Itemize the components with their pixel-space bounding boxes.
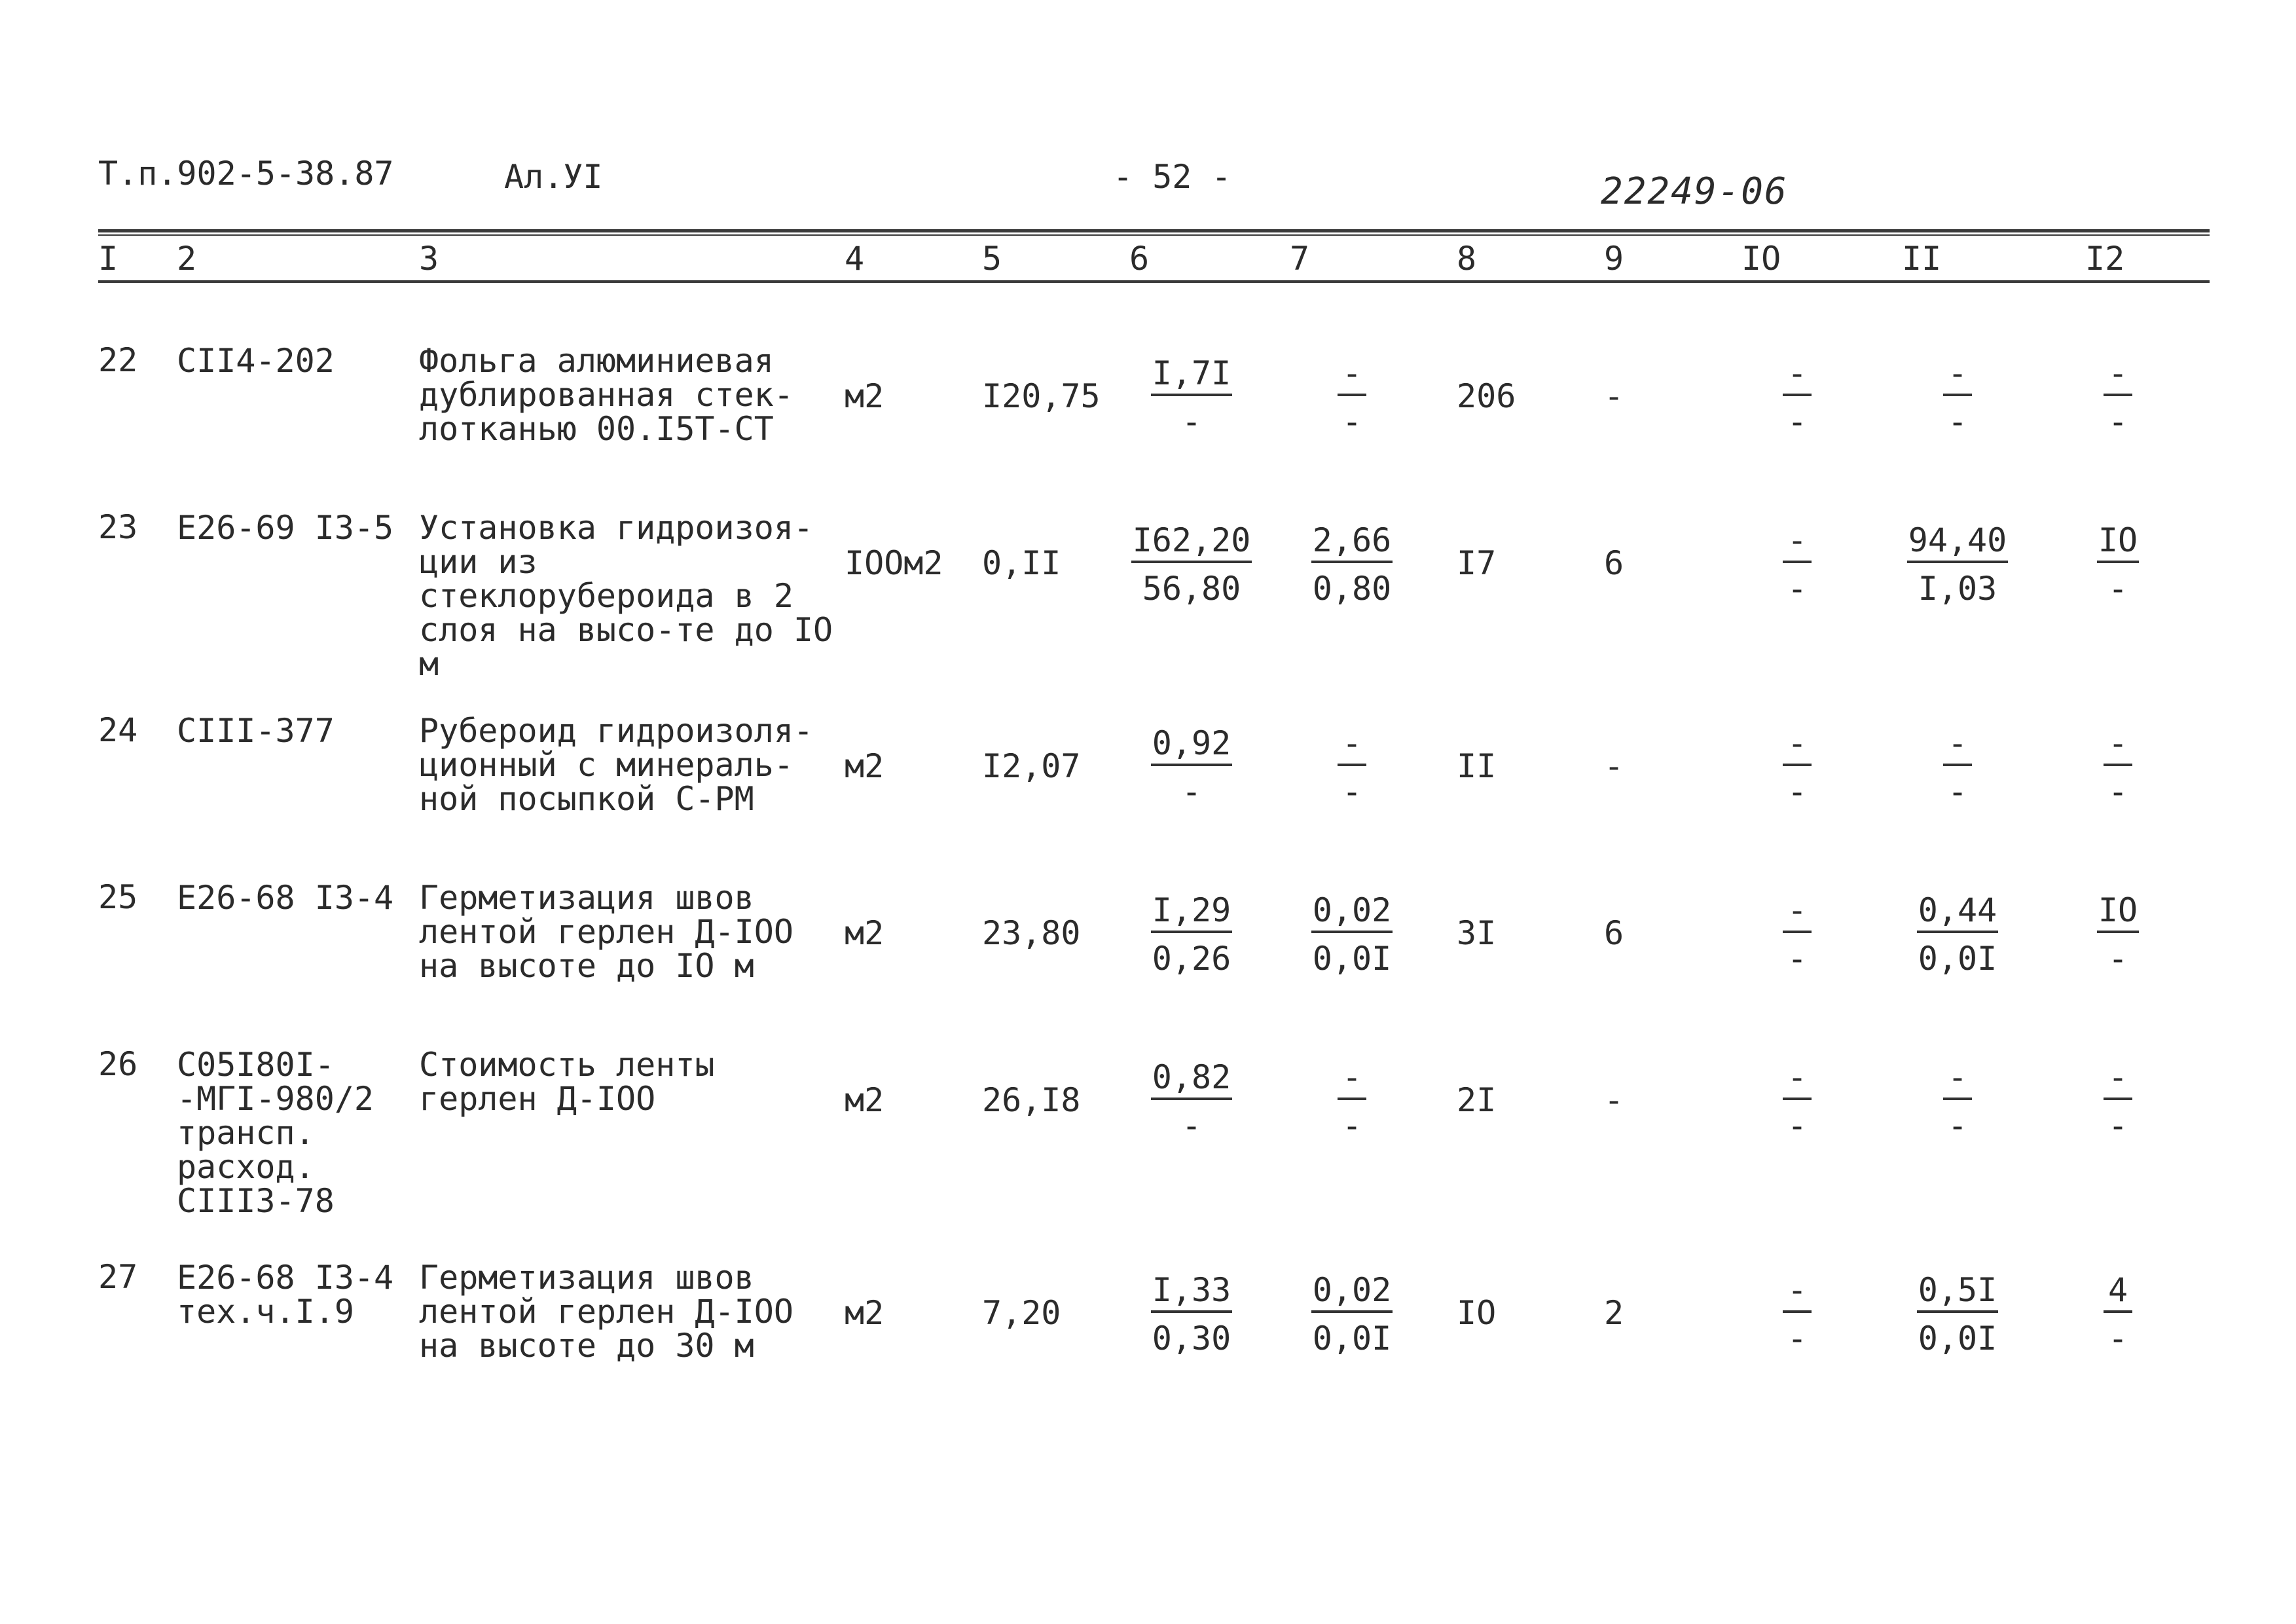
fraction-denominator: 0,30: [1152, 1320, 1231, 1357]
fraction-c6: [1129, 724, 1254, 811]
fraction-c10: [1741, 724, 1853, 811]
fraction-c10: [1741, 1271, 1853, 1357]
fraction-denominator: -: [2107, 570, 2128, 608]
fraction-denominator: -: [2107, 1107, 2128, 1145]
unit: м2: [845, 377, 884, 415]
fraction-denominator: 0,0I: [1918, 940, 1997, 978]
fraction-denominator: 0,0I: [1312, 940, 1392, 978]
fraction-c6: [1129, 354, 1254, 441]
column-header-10: IO: [1741, 240, 1781, 278]
fraction-numerator: -: [1783, 1061, 1812, 1100]
fraction-denominator: 0,0I: [1312, 1320, 1392, 1357]
fraction-numerator: -: [2104, 1061, 2132, 1100]
row-number: 26: [98, 1045, 138, 1083]
unit: м2: [845, 747, 884, 785]
fraction-denominator: 56,80: [1142, 570, 1241, 608]
work-description: Рубероид гидроизоля-ционный с минераль-ной посыпкой С-РМ: [419, 712, 814, 818]
fraction-numerator: 4: [2104, 1274, 2132, 1313]
fraction-numerator: -: [1783, 894, 1812, 933]
quantity: 26,I8: [982, 1081, 1081, 1119]
quantity: 7,20: [982, 1294, 1061, 1332]
row-number: 27: [98, 1258, 138, 1296]
fraction-c6: [1129, 1271, 1254, 1357]
col9-value: 6: [1604, 914, 1624, 952]
column-header-8: 8: [1457, 240, 1477, 278]
fraction-c10: [1741, 354, 1853, 441]
fraction-c7: [1290, 1271, 1414, 1357]
fraction-numerator: -: [1943, 1061, 1972, 1100]
fraction-c12: [2085, 724, 2151, 811]
fraction-denominator: 0,80: [1312, 570, 1392, 608]
unit: IOOм2: [845, 544, 943, 582]
unit: м2: [845, 1081, 884, 1119]
fraction-c10: [1741, 891, 1853, 978]
fraction-c6: [1129, 521, 1254, 608]
fraction-numerator: -: [1338, 1061, 1366, 1100]
table-top-rule: [98, 229, 2210, 232]
fraction-numerator: I,33: [1151, 1274, 1232, 1313]
inventory-number: 22249-06: [1601, 170, 1788, 213]
col9-value: -: [1604, 747, 1624, 785]
fraction-c12: [2085, 1271, 2151, 1357]
fraction-numerator: I,7I: [1151, 357, 1232, 396]
fraction-denominator: 0,0I: [1918, 1320, 1997, 1357]
fraction-numerator: 0,5I: [1917, 1274, 1998, 1313]
fraction-denominator: -: [1181, 773, 1202, 811]
column-header-2: 2: [177, 240, 197, 278]
fraction-c6: [1129, 891, 1254, 978]
fraction-numerator: 0,92: [1151, 727, 1232, 766]
fraction-numerator: -: [1783, 357, 1812, 396]
column-header-11: II: [1902, 240, 1942, 278]
col8-value: II: [1457, 747, 1497, 785]
work-description: Установка гидроизоя-ции из стеклорубероида в 2 слоя на высо-те до IO м: [419, 509, 833, 683]
col9-value: 6: [1604, 544, 1624, 582]
document-number: Т.п.902-5-38.87: [98, 155, 394, 193]
fraction-c12: [2085, 891, 2151, 978]
column-header-4: 4: [845, 240, 865, 278]
fraction-numerator: 0,02: [1311, 894, 1393, 933]
col9-value: -: [1604, 377, 1624, 415]
fraction-numerator: I,29: [1151, 894, 1232, 933]
fraction-denominator: -: [1787, 1107, 1808, 1145]
col9-value: -: [1604, 1081, 1624, 1119]
work-description: Стоимость ленты герлен Д-IOO: [419, 1046, 715, 1118]
fraction-denominator: -: [1787, 1320, 1808, 1357]
fraction-numerator: I62,20: [1131, 524, 1252, 563]
fraction-numerator: -: [1783, 524, 1812, 563]
col8-value: IO: [1457, 1294, 1497, 1332]
fraction-denominator: I,03: [1918, 570, 1997, 608]
fraction-c10: [1741, 521, 1853, 608]
fraction-numerator: IO: [2097, 524, 2139, 563]
col8-value: 2I: [1457, 1081, 1497, 1119]
fraction-c12: [2085, 1058, 2151, 1145]
fraction-c12: [2085, 354, 2151, 441]
work-description: Фольга алюминиевая дублированная стек-лотканью 00.I5T-CT: [419, 342, 793, 448]
fraction-numerator: 0,44: [1917, 894, 1998, 933]
fraction-numerator: 2,66: [1311, 524, 1393, 563]
fraction-c12: [2085, 521, 2151, 608]
quantity: I20,75: [982, 377, 1101, 415]
fraction-numerator: -: [1943, 727, 1972, 766]
fraction-numerator: -: [1338, 727, 1366, 766]
fraction-denominator: -: [1181, 403, 1202, 441]
fraction-c7: [1290, 891, 1414, 978]
column-header-3: 3: [419, 240, 439, 278]
fraction-c11: [1902, 724, 2013, 811]
col8-value: I7: [1457, 544, 1497, 582]
fraction-c7: [1290, 724, 1414, 811]
norm-code: C05I80I- -МГI-980/2 трансп. расход. CIII3-78: [177, 1046, 374, 1220]
fraction-numerator: -: [1783, 727, 1812, 766]
fraction-denominator: -: [2107, 1320, 2128, 1357]
fraction-denominator: -: [1787, 403, 1808, 441]
column-header-7: 7: [1290, 240, 1310, 278]
fraction-c7: [1290, 521, 1414, 608]
album-label: Ал.УI: [504, 158, 603, 196]
norm-code: E26-68 I3-4: [177, 879, 394, 917]
quantity: 23,80: [982, 914, 1081, 952]
column-header-1: I: [98, 240, 118, 278]
fraction-numerator: -: [2104, 727, 2132, 766]
fraction-denominator: -: [2107, 773, 2128, 811]
col8-value: 206: [1457, 377, 1516, 415]
fraction-c7: [1290, 354, 1414, 441]
column-header-6: 6: [1129, 240, 1150, 278]
fraction-c11: [1902, 1271, 2013, 1357]
row-number: 24: [98, 711, 138, 749]
fraction-c11: [1902, 354, 2013, 441]
col8-value: 3I: [1457, 914, 1497, 952]
fraction-numerator: IO: [2097, 894, 2139, 933]
fraction-denominator: -: [1341, 773, 1362, 811]
fraction-denominator: -: [1787, 570, 1808, 608]
fraction-denominator: -: [1947, 403, 1968, 441]
column-header-12: I2: [2085, 240, 2125, 278]
fraction-numerator: -: [1338, 357, 1366, 396]
fraction-denominator: -: [1341, 403, 1362, 441]
work-description: Герметизация швов лентой герлен Д-IOO на высоте до IO м: [419, 879, 793, 985]
fraction-c7: [1290, 1058, 1414, 1145]
quantity: I2,07: [982, 747, 1081, 785]
norm-code: CIII-377: [177, 712, 335, 750]
fraction-denominator: -: [1947, 773, 1968, 811]
fraction-c10: [1741, 1058, 1853, 1145]
fraction-numerator: -: [2104, 357, 2132, 396]
fraction-c11: [1902, 521, 2013, 608]
norm-code: E26-69 I3-5: [177, 509, 394, 547]
row-number: 25: [98, 878, 138, 916]
norm-code: E26-68 I3-4 тех.ч.I.9: [177, 1259, 394, 1331]
fraction-numerator: 94,40: [1907, 524, 2009, 563]
fraction-denominator: -: [2107, 403, 2128, 441]
fraction-numerator: -: [1943, 357, 1972, 396]
fraction-numerator: -: [1783, 1274, 1812, 1313]
fraction-denominator: -: [1341, 1107, 1362, 1145]
fraction-denominator: 0,26: [1152, 940, 1231, 978]
norm-code: CII4-202: [177, 342, 335, 380]
fraction-c11: [1902, 891, 2013, 978]
fraction-numerator: 0,82: [1151, 1061, 1232, 1100]
fraction-denominator: -: [1181, 1107, 1202, 1145]
unit: м2: [845, 1294, 884, 1332]
fraction-denominator: -: [1787, 940, 1808, 978]
unit: м2: [845, 914, 884, 952]
fraction-c11: [1902, 1058, 2013, 1145]
quantity: 0,II: [982, 544, 1061, 582]
work-description: Герметизация швов лентой герлен Д-IOO на высоте до 30 м: [419, 1259, 793, 1365]
table-header-rule: [98, 280, 2210, 283]
fraction-denominator: -: [1787, 773, 1808, 811]
column-header-5: 5: [982, 240, 1002, 278]
row-number: 23: [98, 508, 138, 546]
fraction-denominator: -: [1947, 1107, 1968, 1145]
row-number: 22: [98, 341, 138, 379]
column-header-9: 9: [1604, 240, 1624, 278]
page-number: - 52 -: [1113, 158, 1231, 196]
fraction-denominator: -: [2107, 940, 2128, 978]
fraction-numerator: 0,02: [1311, 1274, 1393, 1313]
col9-value: 2: [1604, 1294, 1624, 1332]
fraction-c6: [1129, 1058, 1254, 1145]
table-top-rule-thin: [98, 234, 2210, 236]
